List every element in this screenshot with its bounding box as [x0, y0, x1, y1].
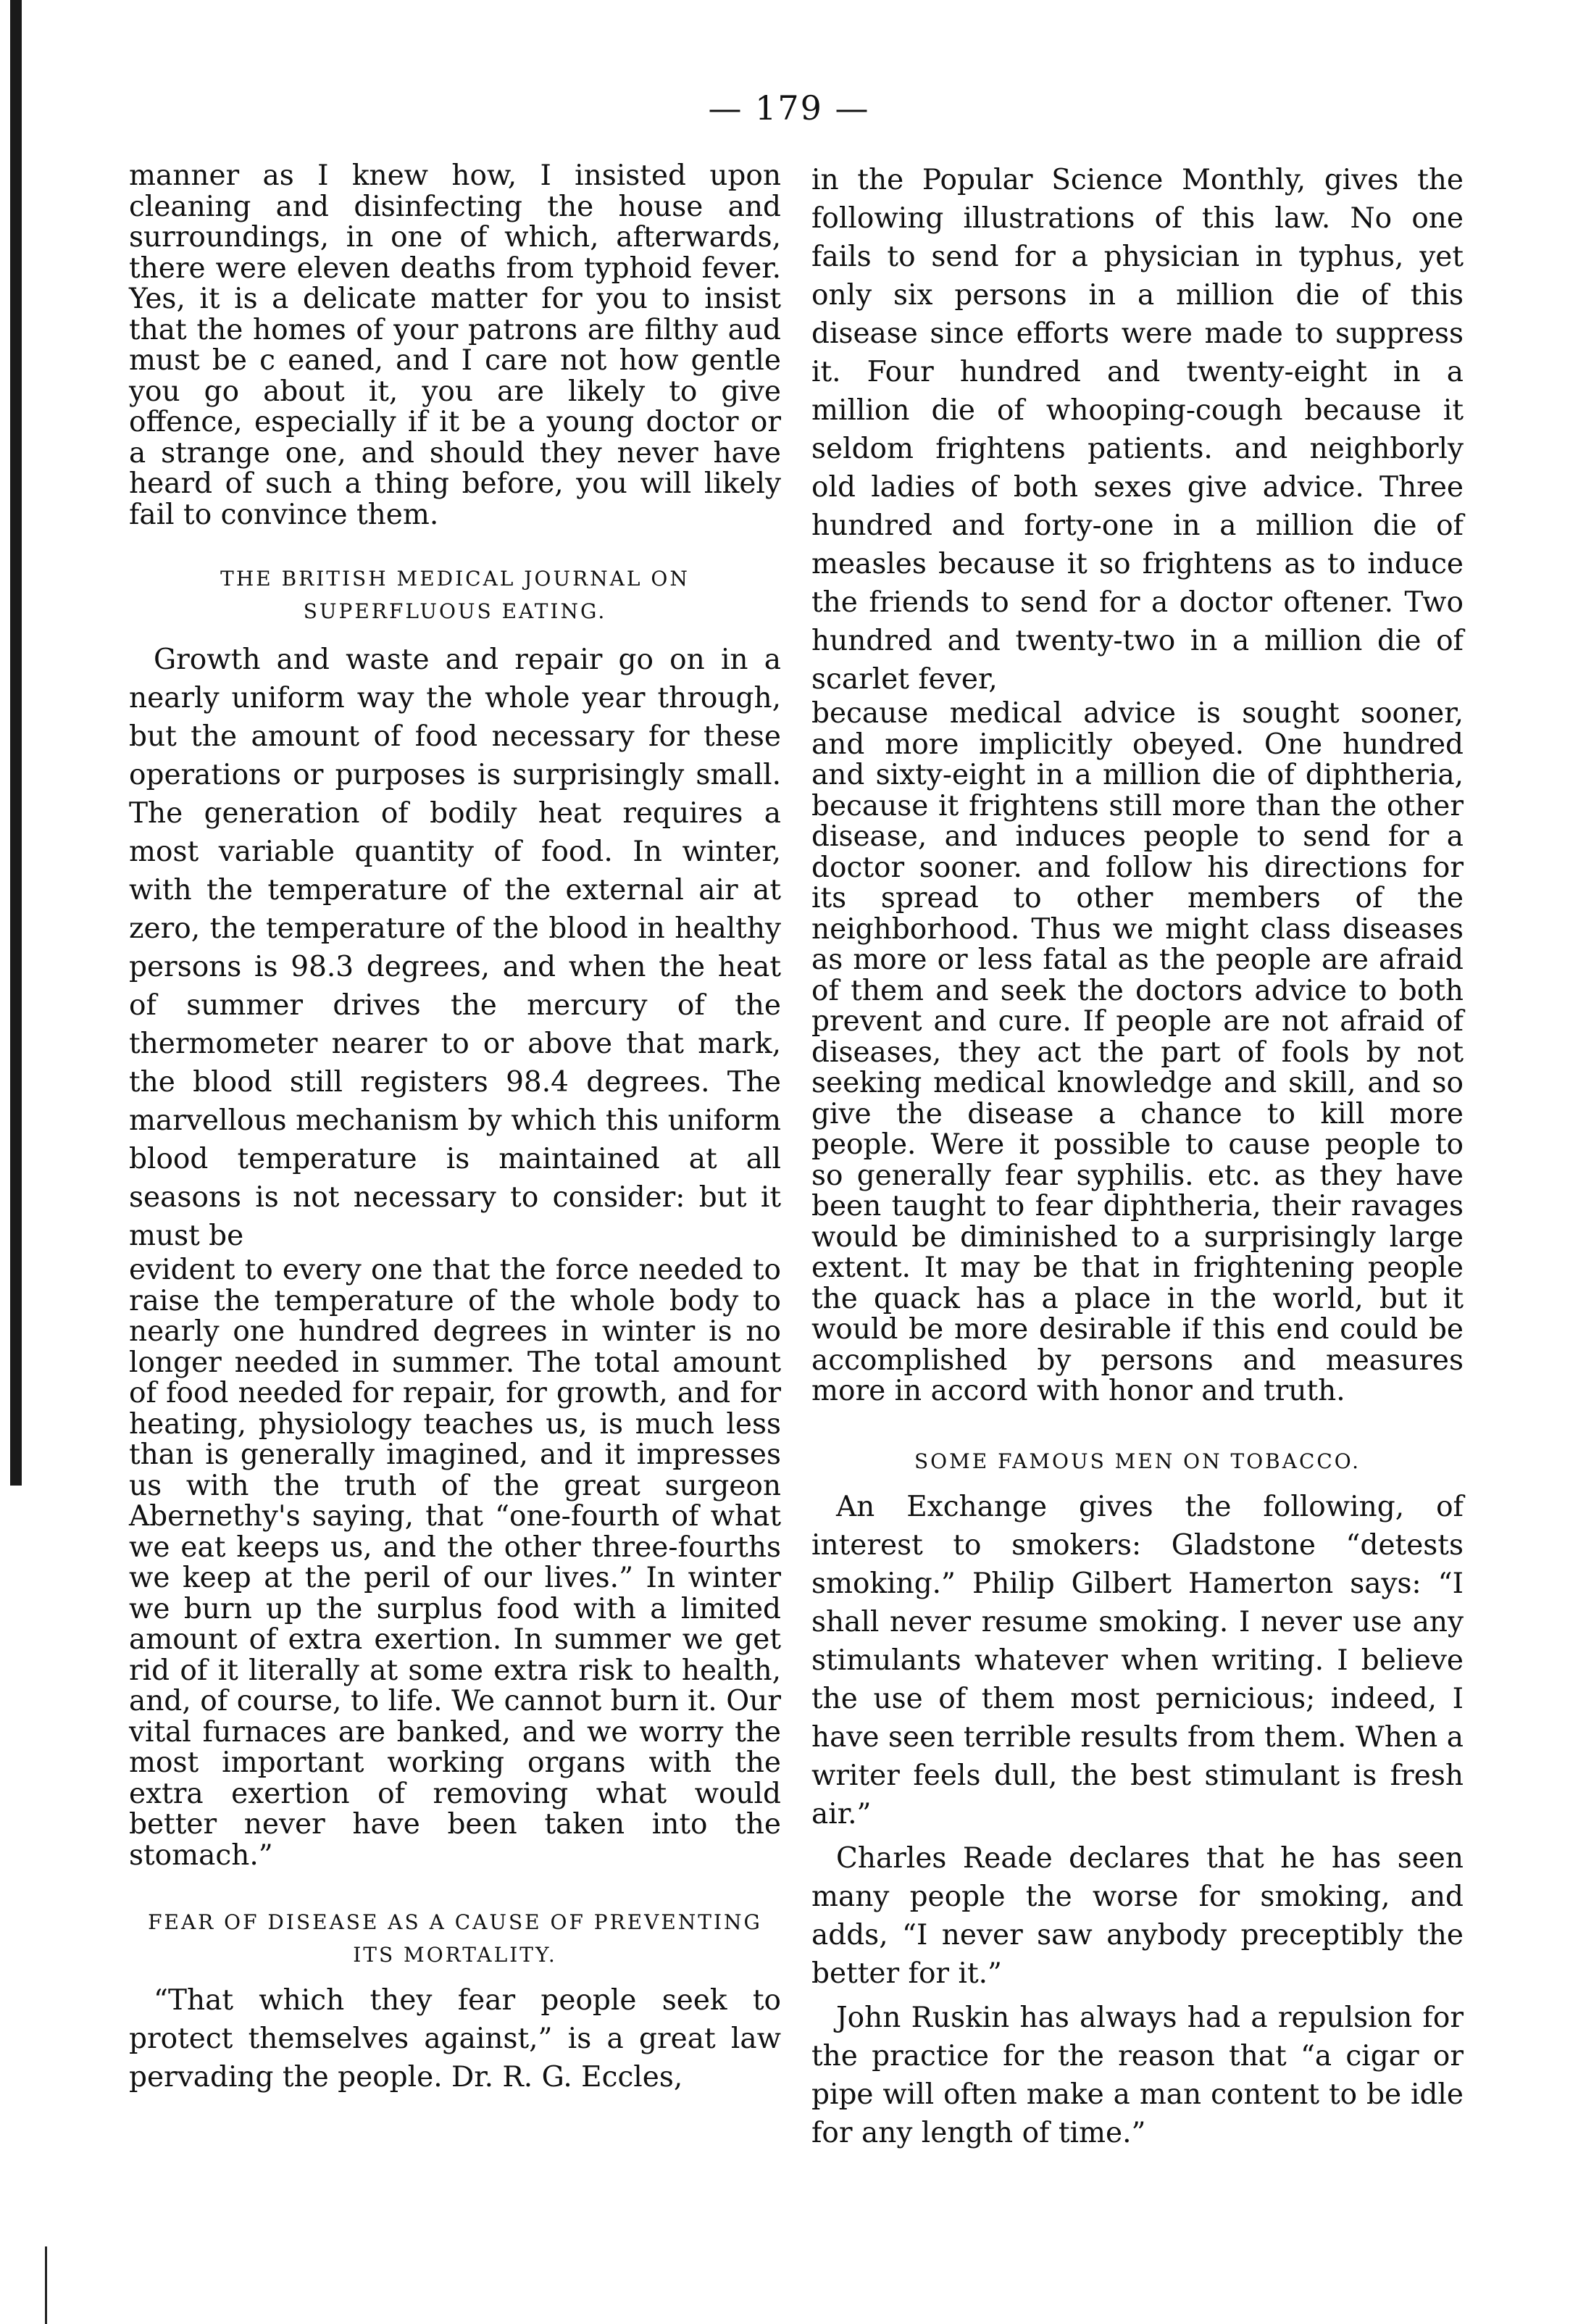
- page-binding-edge-lower: [45, 2246, 47, 2324]
- paragraph-fear-of-disease-cont: in the Popular Science Monthly, gives the following illustrations of this law. No one fails to send for a physician in typhus, yet only six persons in a million die of this disease since efforts were made to suppress it. Four hundred and twenty-eight in a million die of whooping-cough because it seldom frightens patients. and neighborly old ladies of both sexes give advice. Three hundred and forty-one in a million die of measles because it so frightens as to induce the friends to send for a doctor oftener. Two hundred and twenty-two in a million die of scarlet fever,: [811, 164, 1464, 696]
- section-heading-tobacco: SOME FAMOUS MEN ON TOBACCO.: [914, 1449, 1361, 1473]
- paragraph-charles-reade: Charles Reade declares that he has seen many people the worse for smoking, and adds, “I never saw anybody preceptibly the better for it.”: [811, 1841, 1464, 1990]
- paragraph-superfluous-eating: Growth and waste and repair go on in a nearly uniform way the whole year through, but the amount of food necessary for these operations or purposes is surprisingly small. The generation of bodily heat requires a most variable quantity of food. In winter, with the temperature of the external air at zero, the temperature of the blood in healthy persons is 98.3 degrees, and when the heat of summer drives the mercury of the thermometer nearer to or above that mark, the blood still registers 98.4 degrees. The marvellous mechanism by which this uniform blood temperature is maintained at all seasons is not necessary to consider: but it must be: [129, 644, 781, 1252]
- paragraph-john-ruskin: John Ruskin has always had a repulsion for the practice for the reason that “a cigar or pipe will often make a man content to be idle for any length of time.”: [811, 2001, 1464, 2149]
- paragraph-fear-of-disease: “That which they fear people seek to protect themselves against,” is a great law pervading the people. Dr. R. G. Eccles,: [129, 1984, 781, 2094]
- paragraph-superfluous-eating-cont: evident to every one that the force needed to raise the temperature of the whole body to nearly one hundred degrees in winter is no longer needed in summer. The total amount of food needed for repair, for growth, and for heating, physiology teaches us, is much less than is generally imagined, and it impresses us with the truth of the great surgeon Abernethy's saying, that “one-fourth of what we eat keeps us, and the other three-fourths we keep at the peril of our lives.” In winter we burn up the surplus food with a limited amount of extra exertion. In summer we get rid of it literally at some extra risk to health, and, of course, to life. We cannot burn it. Our vital furnaces are banked, and we worry the most important working organs with the extra exertion of removing what would better never have been taken into the stomach.”: [129, 1254, 781, 1872]
- paragraph-tobacco-intro: An Exchange gives the following, of interest to smokers: Gladstone “detests smoking.” Philip Gilbert Hamerton says: “I shall never resume smoking. I never use any stimulants whatever when writing. I believe the use of them most pernicious; indeed, I have seen terrible results from them. When a writer feels dull, the best stimulant is fresh air.”: [811, 1490, 1464, 1831]
- paragraph-fear-of-disease-cont2: because medical advice is sought sooner, and more implicitly obeyed. One hundred and sixty-eight in a million die of diphtheria, because it frightens still more than the other disease, and induces people to send for a doctor sooner. and follow his directions for its spread to other members of the neighborhood. Thus we might class diseases as more or less fatal as the people are afraid of them and seek the doctors advice to both prevent and cure. If people are not afraid of diseases, they act the part of fools by not seeking medical knowledge and skill, and so give the disease a chance to kill more people. Were it possible to cause people to so generally fear syphilis. etc. as they have been taught to fear diphtheria, their ravages would be diminished to a surprisingly large extent. It may be that in frightening people the quack has a place in the world, but it would be more desirable if this end could be accomplished by persons and measures more in accord with honor and truth.: [811, 697, 1464, 1407]
- section-heading-superfluous-eating: THE BRITISH MEDICAL JOURNAL ON SUPERFLUOUS EATING.: [220, 567, 690, 623]
- paragraph-continued: manner as I knew how, I insisted upon cleaning and disinfecting the house and surroundings, in one of which, afterwards, there were eleven deaths from typhoid fever. Yes, it is a delicate matter for you to insist that the homes of your patrons are filthy aud must be c eaned, and I care not how gentle you go about it, you are likely to give offence, especially if it be a young doctor or a strange one, and should they never have heard of such a thing before, you will likely fail to convince them.: [129, 159, 781, 531]
- page-binding-edge: [10, 0, 22, 1486]
- section-heading-fear-of-disease: FEAR OF DISEASE AS A CAUSE OF PREVENTING ITS MORTALITY.: [148, 1910, 762, 1967]
- left-column: [129, 161, 781, 2096]
- right-column: [811, 161, 1464, 2152]
- page-number: — 179 —: [708, 88, 870, 128]
